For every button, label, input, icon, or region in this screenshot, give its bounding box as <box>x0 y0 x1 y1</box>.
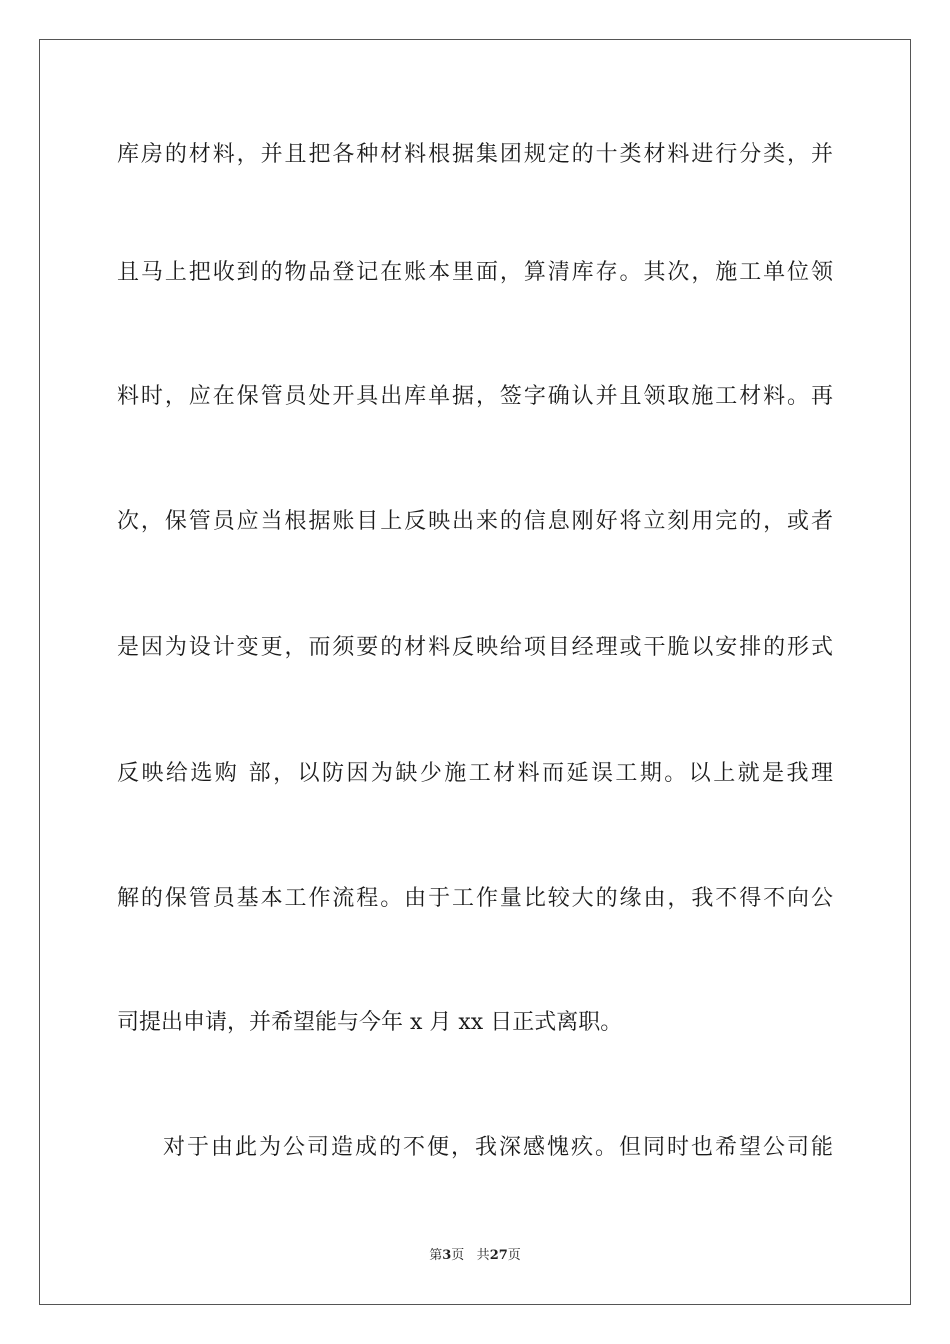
page-suffix: 页 <box>451 1248 465 1263</box>
page-number-footer <box>0 1247 950 1265</box>
body-text-line-5: 是因为设计变更，而须要的材料反映给项目经理或干脆以安排的形式 <box>117 635 833 660</box>
body-text-line-6: 反映给选购 部，以防因为缺少施工材料而延误工期。以上就是我理 <box>117 761 833 786</box>
total-prefix: 共 <box>476 1248 490 1263</box>
page-prefix: 第 <box>429 1248 443 1263</box>
body-text-line-9: 对于由此为公司造成的不便，我深感愧疚。但同时也希望公司能 <box>163 1135 833 1160</box>
page-border <box>39 39 911 1305</box>
body-text-line-8: 司提出申请，并希望能与今年 x 月 xx 日正式离职。 <box>117 1010 623 1035</box>
total-pages-number: 27 <box>489 1248 508 1263</box>
total-suffix: 页 <box>507 1248 521 1263</box>
current-page-number: 3 <box>442 1248 452 1263</box>
body-text-line-2: 且马上把收到的物品登记在账本里面，算清库存。其次，施工单位领 <box>117 260 833 285</box>
body-text-line-1: 库房的材料，并且把各种材料根据集团规定的十类材料进行分类，并 <box>117 142 833 167</box>
body-text-line-7: 解的保管员基本工作流程。由于工作量比较大的缘由，我不得不向公 <box>117 886 833 911</box>
body-text-line-3: 料时，应在保管员处开具出库单据，签字确认并且领取施工材料。再 <box>117 384 833 409</box>
body-text-line-4: 次，保管员应当根据账目上反映出来的信息刚好将立刻用完的，或者 <box>117 509 833 534</box>
